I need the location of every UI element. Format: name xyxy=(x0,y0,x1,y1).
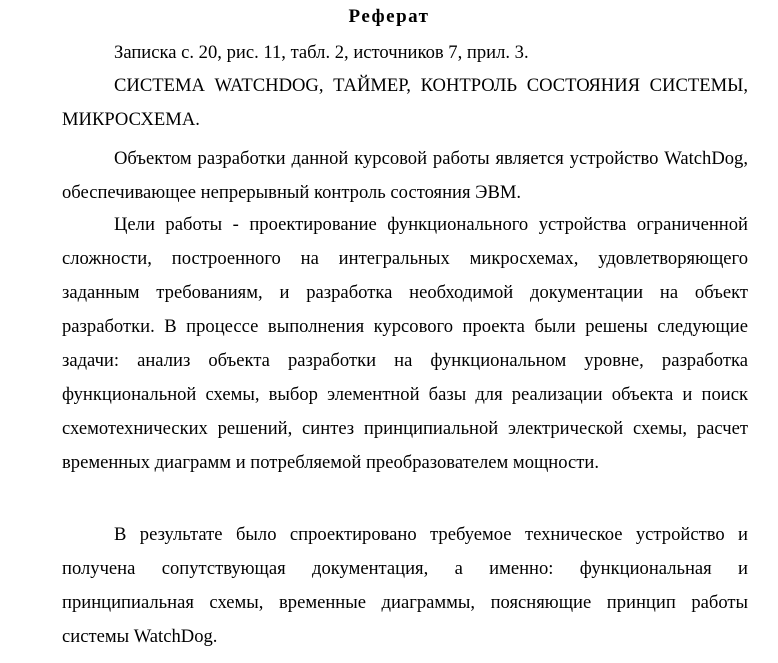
object-paragraph: Объектом разработки данной курсовой работы является устройство WatchDog, обеспечивающее непрерывный контроль состояния ЭВМ. xyxy=(62,148,748,203)
keywords-paragraph: СИСТЕМА WATCHDOG, ТАЙМЕР, КОНТРОЛЬ СОСТОЯНИЯ СИСТЕМЫ, МИКРОСХЕМА. xyxy=(62,75,748,130)
goals-paragraph: Цели работы - проектирование функционального устройства ограниченной сложности, построенного на интегральных микросхемах, удовлетворяющего заданным требованиям, и разработка необходимой документации на объект разработки. В процессе выполнения курсового проекта были решены следующие задачи: анализ объекта разработки на функциональном уровне, разработка функциональной схемы, выбор элементной базы для реализации объекта и поиск схемотехнических решений, синтез принципиальной электрической схемы, расчет временных диаграмм и потребляемой преобразователем мощности. xyxy=(62,214,748,473)
document-info-line: Записка с. 20, рис. 11, табл. 2, источников 7, прил. 3. xyxy=(114,42,529,63)
document-title: Реферат xyxy=(348,6,430,27)
result-paragraph: В результате было спроектировано требуемое техническое устройство и получена сопутствующая документация, а именно: функциональная и принципиальная схемы, временные диаграммы, поясняющие принцип работы системы WatchDog. xyxy=(62,524,748,647)
